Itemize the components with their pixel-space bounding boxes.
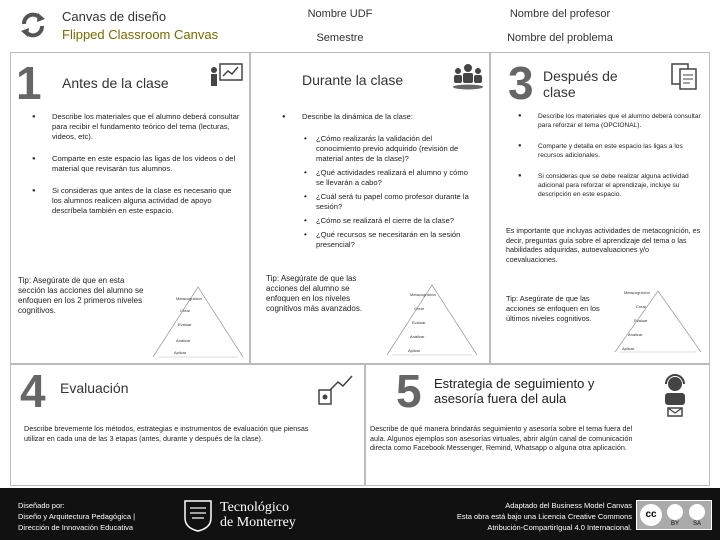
seguimiento-text: Describe de qué manera brindarás seguimiento y asesoría sobre el tema fuera del aula. Algunos ejemplos son asesorías virtuales, abrir algún canal de comunicación directa como Facebook Messenger, Remind, Whatsapp o alguna otra aplicación.: [370, 424, 633, 452]
tec-logo-text: [220, 500, 296, 530]
tec-logo-line2: de Monterrey: [220, 515, 296, 530]
antes-pyramid: [148, 282, 248, 362]
pyramid-level: Evaluar: [412, 320, 426, 325]
cc-badge[interactable]: [636, 500, 712, 530]
durante-bullets: [282, 112, 482, 134]
canvas-subtitle: Flipped Classroom Canvas: [62, 27, 219, 42]
list-item: ● Comparte y detalla en este espacio las ligas a los recursos adicionales.: [518, 142, 702, 160]
section-title-despues: Después de clase: [543, 68, 618, 100]
cc-logo-icon: cc: [640, 504, 662, 526]
tec-logo-line1: Tecnológico: [220, 500, 289, 515]
support-agent-icon: [650, 370, 700, 418]
pyramid-level: Analizar: [176, 338, 191, 343]
pyramid-level: Crear: [180, 308, 191, 313]
despues-bullets: [518, 112, 702, 211]
pyramid-level: Crear: [636, 304, 647, 309]
durante-subitems: [302, 134, 470, 254]
cc-by-label: BY: [670, 521, 679, 527]
list-item: ● Comparte en este espacio las ligas de los videos o del material que revisarán tus alumnos.: [32, 154, 242, 174]
pyramid-level: Aplicar: [174, 350, 187, 355]
pyramid-level: Metacognición: [176, 296, 202, 301]
field-udf[interactable]: Nombre UDF: [307, 8, 373, 20]
section-title-evaluacion: Evaluación: [60, 380, 129, 396]
section-title-durante: Durante la clase: [302, 72, 404, 88]
pyramid-level: Crear: [414, 306, 425, 311]
checklist-trend-icon: [316, 372, 356, 408]
durante-tip: Tip: Asegúrate de que las acciones del alumno se enfoquen en los niveles cognitivos más avanzados.: [266, 274, 363, 313]
pyramid-level: Analizar: [628, 332, 643, 337]
recycle-logo-icon: [18, 10, 48, 40]
list-item: ● Si consideras que antes de la clase es necesario que los alumnos realicen alguna actividad de apoyo descríbela también en este espacio.: [32, 186, 242, 216]
list-item: ● Si consideras que se debe realizar alguna actividad adicional para reforzar el aprendizaje, incluye su descripción en este espacio.: [518, 172, 702, 199]
antes-bullets: [32, 112, 242, 228]
list-item: ● Describe los materiales que el alumno deberá consultar para recibir el fundamento teórico del tema (lecturas, videos, etc).: [32, 112, 242, 142]
cc-by-icon: [667, 504, 683, 520]
pyramid-level: Evaluar: [634, 318, 648, 323]
antes-tip: Tip: Asegúrate de que en esta sección las acciones del alumno se enfoquen en los 2 primeros niveles cognitivos.: [18, 276, 144, 315]
cc-sa-icon: [689, 504, 705, 520]
license-line3: Atribución-CompartirIgual 4.0 Internacional.: [487, 523, 632, 532]
pyramid-level: Analizar: [410, 334, 425, 339]
section-number-5: 5: [396, 365, 422, 417]
pyramid-level: Aplicar: [408, 348, 421, 353]
pyramid-level: Metacognición: [624, 290, 650, 295]
canvas-title: Canvas de diseño: [62, 9, 167, 24]
cc-sa-label: SA: [692, 521, 701, 527]
pyramid-level: Evaluar: [178, 322, 192, 327]
documents-icon: [668, 60, 702, 92]
field-problem[interactable]: Nombre del problema: [507, 32, 613, 44]
section-number-4: 4: [20, 365, 46, 417]
designed-by: [18, 500, 135, 533]
section-number-3: 3: [508, 57, 534, 109]
pyramid-level: Aplicar: [622, 346, 635, 351]
field-professor[interactable]: Nombre del profesor: [509, 8, 611, 20]
despues-tip: Tip: Asegúrate de que las acciones se enfoquen en los últimos niveles cognitivos.: [506, 294, 600, 323]
section-number-1: 1: [16, 57, 42, 109]
list-item: • ¿Cuál será tu papel como profesor durante la sesión?: [302, 192, 470, 212]
despues-pyramid: [610, 286, 706, 358]
license-line1: Adaptado del Business Model Canvas: [505, 501, 632, 510]
license-text: [420, 500, 632, 533]
tec-shield-logo-icon: [182, 498, 214, 532]
section-title-seguimiento: Estrategia de seguimiento y asesoría fuera del aula: [434, 376, 595, 406]
list-item: • ¿Qué actividades realizará el alumno y cómo se llevarán a cabo?: [302, 168, 470, 188]
presenter-board-icon: [208, 62, 244, 90]
field-semester[interactable]: Semestre: [316, 32, 364, 44]
despues-note: Es importante que incluyas actividades de metacognición, es decir, preguntas guía sobre el aprendizaje del tema o las habilidades adquiridas, autoevaluaciones y/o coevaluaciones.: [506, 226, 701, 264]
durante-pyramid: [382, 280, 482, 360]
list-item: • ¿Cómo se realizará el cierre de la clase?: [302, 216, 470, 226]
license-line2: Esta obra está bajo una Licencia Creative Commons: [456, 512, 632, 521]
designed-by-label: Diseñado por:: [18, 501, 65, 510]
list-item: • ¿Qué recursos se necesitarán en la sesión presencial?: [302, 230, 470, 250]
list-item: ● Describe los materiales que el alumno deberá consultar para reforzar el tema (OPCIONAL).: [518, 112, 702, 130]
pyramid-level: Metacognición: [410, 292, 436, 297]
list-item: ● Describe la dinámica de la clase:: [282, 112, 482, 122]
designed-by-area: Diseño y Arquitectura Pedagógica |: [18, 512, 136, 521]
evaluacion-text: Describe brevemente los métodos, estrategias e instrumentos de evaluación que piensas utilizar en cada una de las 3 etapas (antes, durante y después de la clase).: [24, 424, 309, 443]
group-people-icon: [450, 60, 486, 90]
section-title-antes: Antes de la clase: [62, 75, 169, 91]
list-item: • ¿Cómo realizarás la validación del conocimiento previo adquirido (revisión de material antes de la clase)?: [302, 134, 470, 164]
designed-by-dept: Dirección de Innovación Educativa: [18, 523, 134, 532]
